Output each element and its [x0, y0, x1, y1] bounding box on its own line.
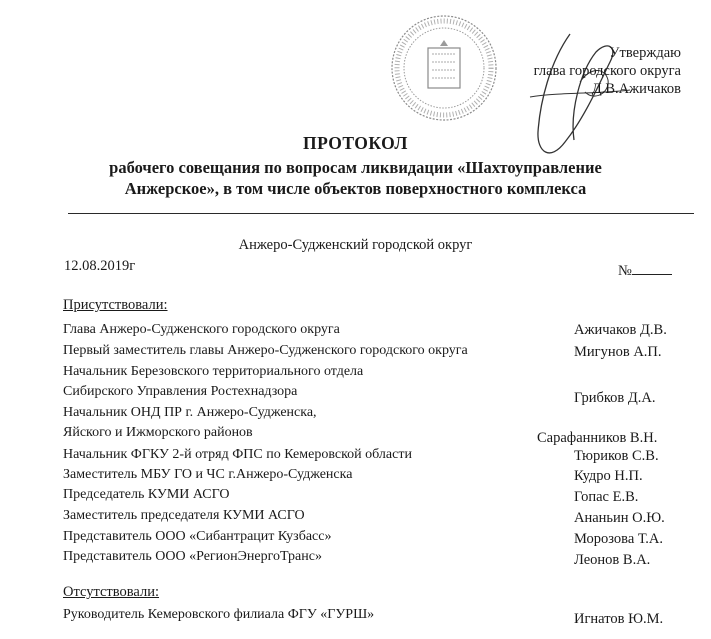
header-divider: [68, 213, 694, 214]
official-seal-stamp: [388, 12, 500, 124]
approval-line-1: Утверждаю: [609, 45, 681, 61]
number-label: №: [618, 263, 632, 279]
participant-role: Заместитель председателя КУМИ АСГО: [63, 508, 305, 523]
participant-role: Сибирского Управления Ростехнадзора: [63, 384, 298, 399]
participant-name: Кудро Н.П.: [574, 468, 643, 484]
participant-role: Представитель ООО «Сибантрацит Кузбасс»: [63, 529, 332, 544]
participant-role: Глава Анжеро-Судженского городского округа: [63, 322, 340, 337]
participant-name: Грибков Д.А.: [574, 390, 656, 406]
participant-role: Представитель ООО «РегионЭнергоТранс»: [63, 549, 322, 564]
document-subtitle-line-1: рабочего совещания по вопросам ликвидации «Шахтоуправление: [109, 158, 602, 177]
approval-line-3: Д.В.Ажичаков: [591, 81, 681, 97]
participant-role: Председатель КУМИ АСГО: [63, 487, 230, 502]
meeting-date: 12.08.2019г: [64, 258, 136, 274]
protocol-number: [618, 262, 672, 280]
participant-role: Начальник ОНД ПР г. Анжеро-Судженска,: [63, 405, 317, 420]
participant-name: Гопас Е.В.: [574, 489, 639, 505]
participant-role: Начальник Березовского территориального отдела: [63, 364, 364, 379]
meeting-place: Анжеро-Судженский городской округ: [238, 237, 473, 253]
participant-name: Мигунов А.П.: [574, 344, 662, 360]
participant-name: Ажичаков Д.В.: [574, 322, 667, 338]
participant-name: Сарафанников В.Н.: [537, 430, 658, 446]
participant-name: Тюриков С.В.: [574, 448, 659, 464]
document-subtitle-line-2: Анжерское», в том числе объектов поверхностного комплекса: [124, 179, 587, 198]
document-title: ПРОТОКОЛ: [303, 133, 408, 153]
participant-role: Заместитель МБУ ГО и ЧС г.Анжеро-Судженска: [63, 467, 353, 482]
participant-name: Леонов В.А.: [574, 552, 651, 568]
participant-name: Игнатов Ю.М.: [574, 611, 664, 627]
participant-role: Яйского и Ижморского районов: [63, 425, 253, 440]
participant-role: Руководитель Кемеровского филиала ФГУ «ГУРШ»: [63, 607, 375, 622]
approval-line-2: глава городского округа: [533, 63, 681, 79]
present-heading: Присутствовали:: [63, 297, 168, 313]
participant-name: Морозова Т.А.: [574, 531, 664, 547]
participant-role: Начальник ФГКУ 2-й отряд ФПС по Кемеровской области: [63, 447, 412, 462]
absent-heading: Отсутствовали:: [63, 584, 160, 600]
number-blank: [632, 262, 672, 275]
participant-name: Ананьин О.Ю.: [574, 510, 665, 526]
participant-role: Первый заместитель главы Анжеро-Судженского городского округа: [63, 343, 468, 358]
